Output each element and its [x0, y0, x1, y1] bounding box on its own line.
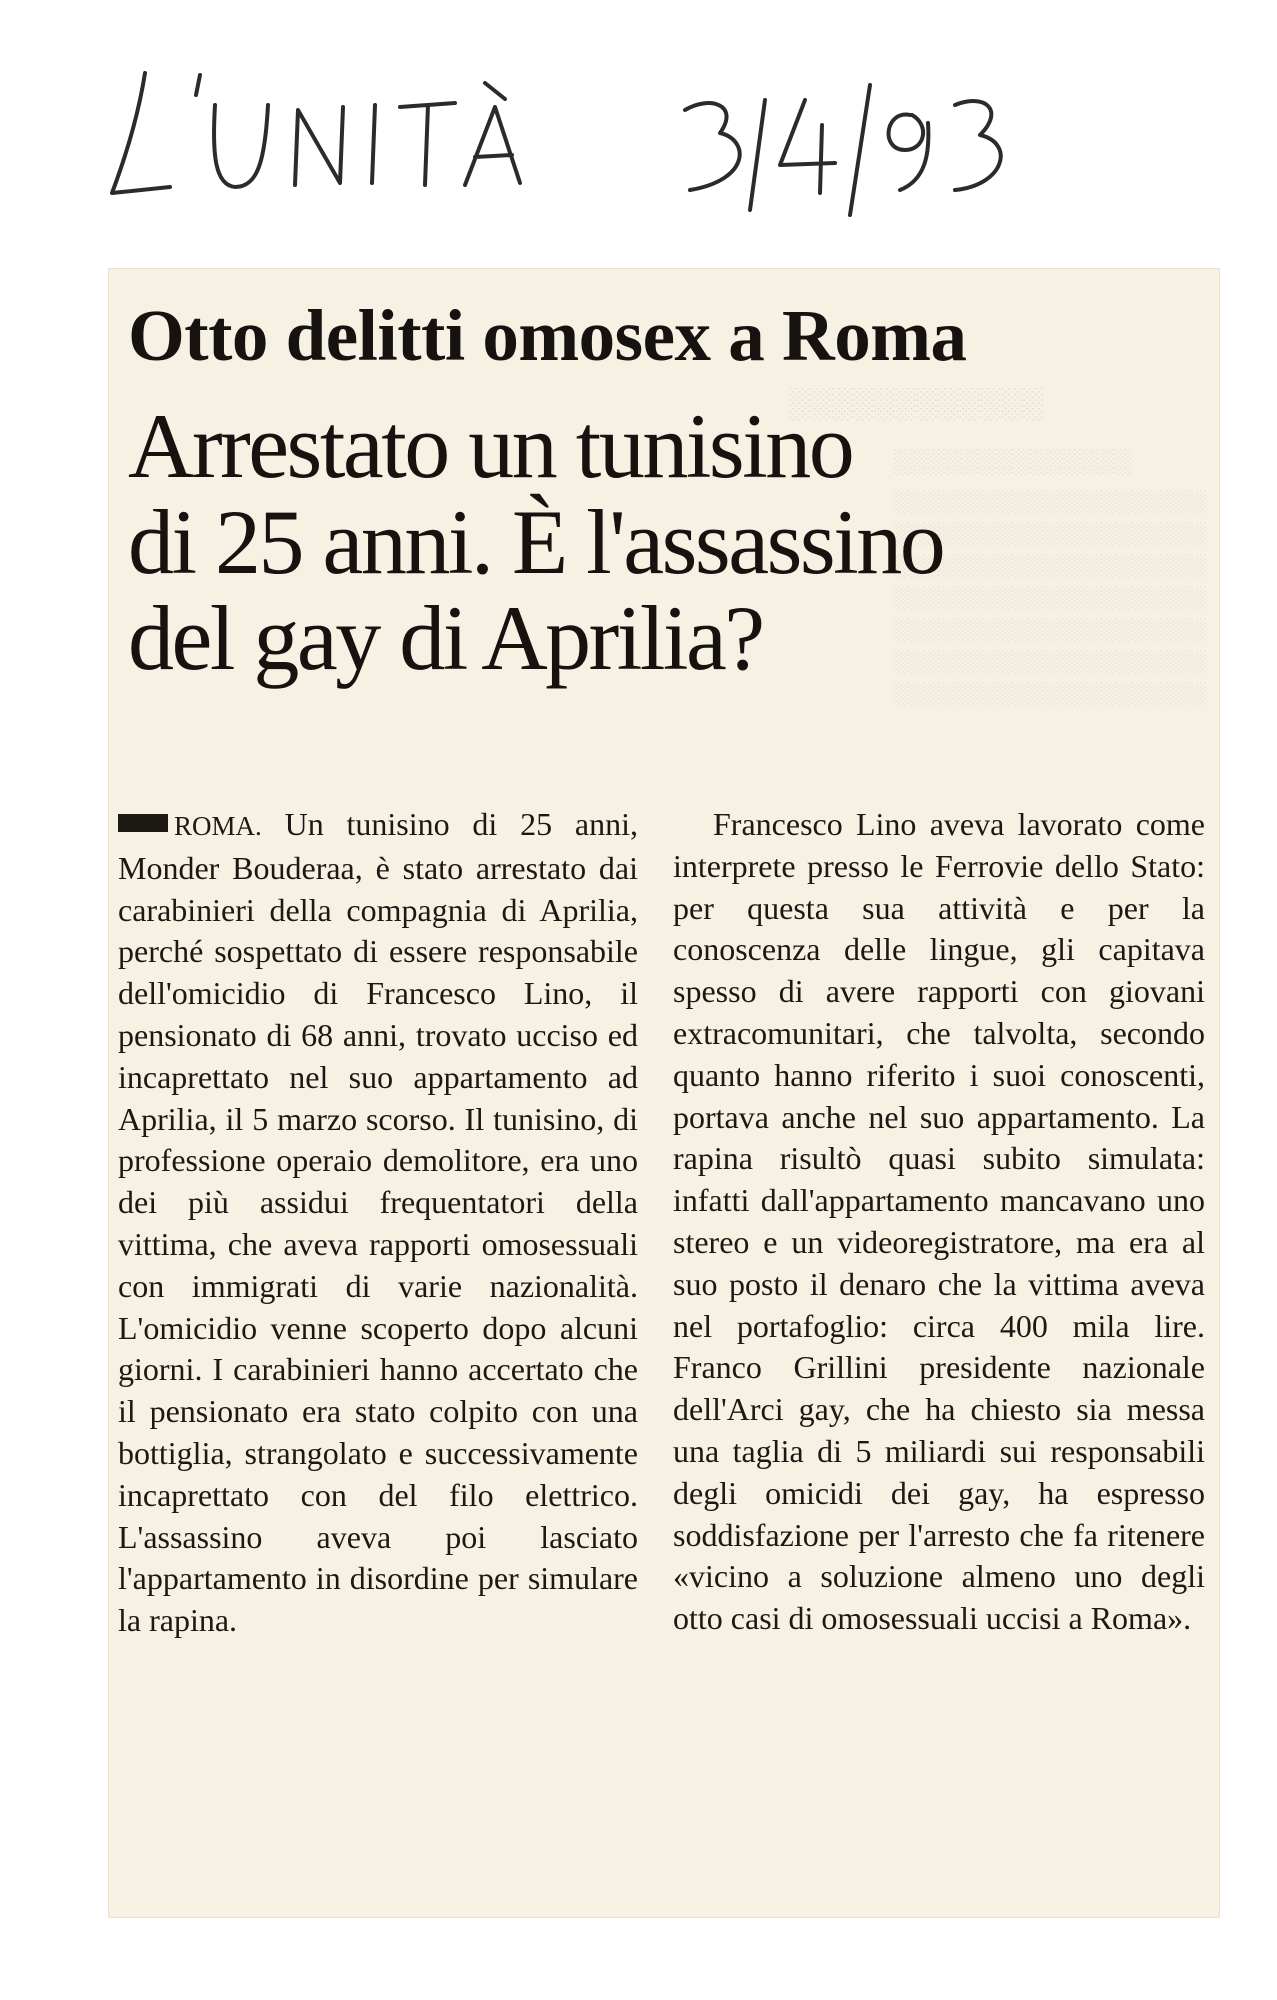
- headline-line: di 25 anni. È l'assassino: [128, 491, 944, 593]
- handwriting-drawing: [100, 65, 1100, 225]
- dateline-marker: [118, 814, 168, 832]
- article-headline: [128, 395, 1208, 689]
- article-kicker: Otto delitti omosex a Roma: [128, 295, 967, 376]
- column-2-text: Francesco Lino aveva lavorato come interprete presso le Ferrovie dello Stato: per questa sua attività e per la conoscenza delle lingue, gli capitava spesso di avere rapporti con giovani extracomunitari, che talvolta, secondo quanto hanno riferito i suoi conoscenti, portava anche nel suo appartamento. La rapina risultò quasi subito simulata: infatti dall'appartamento mancavano uno stereo e un videoregistratore, ma era al suo posto il denaro che la vittima aveva nel portafoglio: circa 400 mila lire. Franco Grillini presidente nazionale dell'Arci gay, che ha chiesto sia messa una taglia di 5 miliardi sui responsabili degli omicidi dei gay, ha espresso soddisfazione per l'arresto che fa ritenere «vicino a soluzione almeno uno degli otto casi di omosessuali uccisi a Roma».: [673, 806, 1205, 1637]
- headline-line: Arrestato un tunisino: [128, 395, 853, 497]
- headline-line: del gay di Aprilia?: [128, 587, 763, 689]
- article-column-2: [673, 804, 1205, 1640]
- article-paragraph: [118, 804, 638, 1642]
- column-1-text: Un tunisino di 25 anni, Monder Bouderaa, è stato arrestato dai carabinieri della compagnia di Aprilia, perché sospettato di essere responsabile dell'omicidio di Francesco Lino, il pensionato di 68 anni, trovato ucciso ed incaprettato nel suo appartamento ad Aprilia, il 5 marzo scorso. Il tunisino, di professione operaio demolitore, era uno dei più assidui frequentatori della vittima, che aveva rapporti omosessuali con immigrati di varie nazionalità. L'omicidio venne scoperto dopo alcuni giorni. I carabinieri hanno accertato che il pensionato era stato colpito con una bottiglia, strangolato e successivamente incaprettato con del filo elettrico. L'assassino aveva poi lasciato l'appartamento in disordine per simulare la rapina.: [118, 806, 639, 1639]
- article-column-1: [118, 804, 638, 1642]
- handwritten-annotation: [100, 65, 1100, 225]
- dateline: ROMA.: [174, 811, 262, 841]
- newspaper-clipping: ░░░░░░░░░░░░ ░░░░░░░░░░░░░░ ░░░░░░░░░░░░░░░░░░░░░ ░░░░░░░░░░░░░░░░░░░░░ ░░░░░░░░░░░░░░░░░░░░░ ░░░░░░░░░░░░░░░░░░░░░ ░░░░░░░░░░░░░░░░░░░░░ ░░░░░░░░░░░░░░░░░░░░░ ░░░░░░░░░░░░░░░░░░░░░ Otto delitti omosex a Roma Arrestato un tunisino di 25 anni. È l'assassino del gay di Aprilia? ROMA. Un tunisino di 25 anni, Monder Bouderaa, è stato arrestato dai carabinieri della compagnia di Aprilia, perché sospettato di essere responsabile dell'omicidio di Francesco Lino, il pensionato di 68 anni, trovato ucciso ed incaprettato nel suo appartamento ad Aprilia, il 5 marzo scorso. Il tunisino, di professione operaio demolitore, era uno dei più assidui frequentatori della vittima, che aveva rapporti omosessuali con immigrati di varie nazionalità. L'omicidio venne scoperto dopo alcuni giorni. I carabinieri hanno accertato che il pensionato era stato colpito con una bottiglia, strangolato e successivamente incaprettato con del filo elettrico. L'assassino aveva poi lasciato l'appartamento in disordine per simulare la rapina. Francesco Lino aveva lavorato come interprete presso le Ferrovie dello Stato: per questa sua attività e per la conoscenza delle lingue, gli capitava spesso di avere rapporti con giovani extracomunitari, che talvolta, secondo quanto hanno riferito i suoi conoscenti, portava anche nel suo appartamento. La rapina risultò quasi subito simulata: infatti dall'appartamento mancavano uno stereo e un videoregistratore, ma era al suo posto il denaro che la vittima aveva nel portafoglio: circa 400 mila lire. Franco Grillini presidente nazionale dell'Arci gay, che ha chiesto sia messa una taglia di 5 miliardi sui responsabili degli omicidi dei gay, ha espresso soddisfazione per l'arresto che fa ritenere «vicino a soluzione almeno uno degli otto casi di omosessuali uccisi a Roma».: [108, 268, 1220, 1918]
